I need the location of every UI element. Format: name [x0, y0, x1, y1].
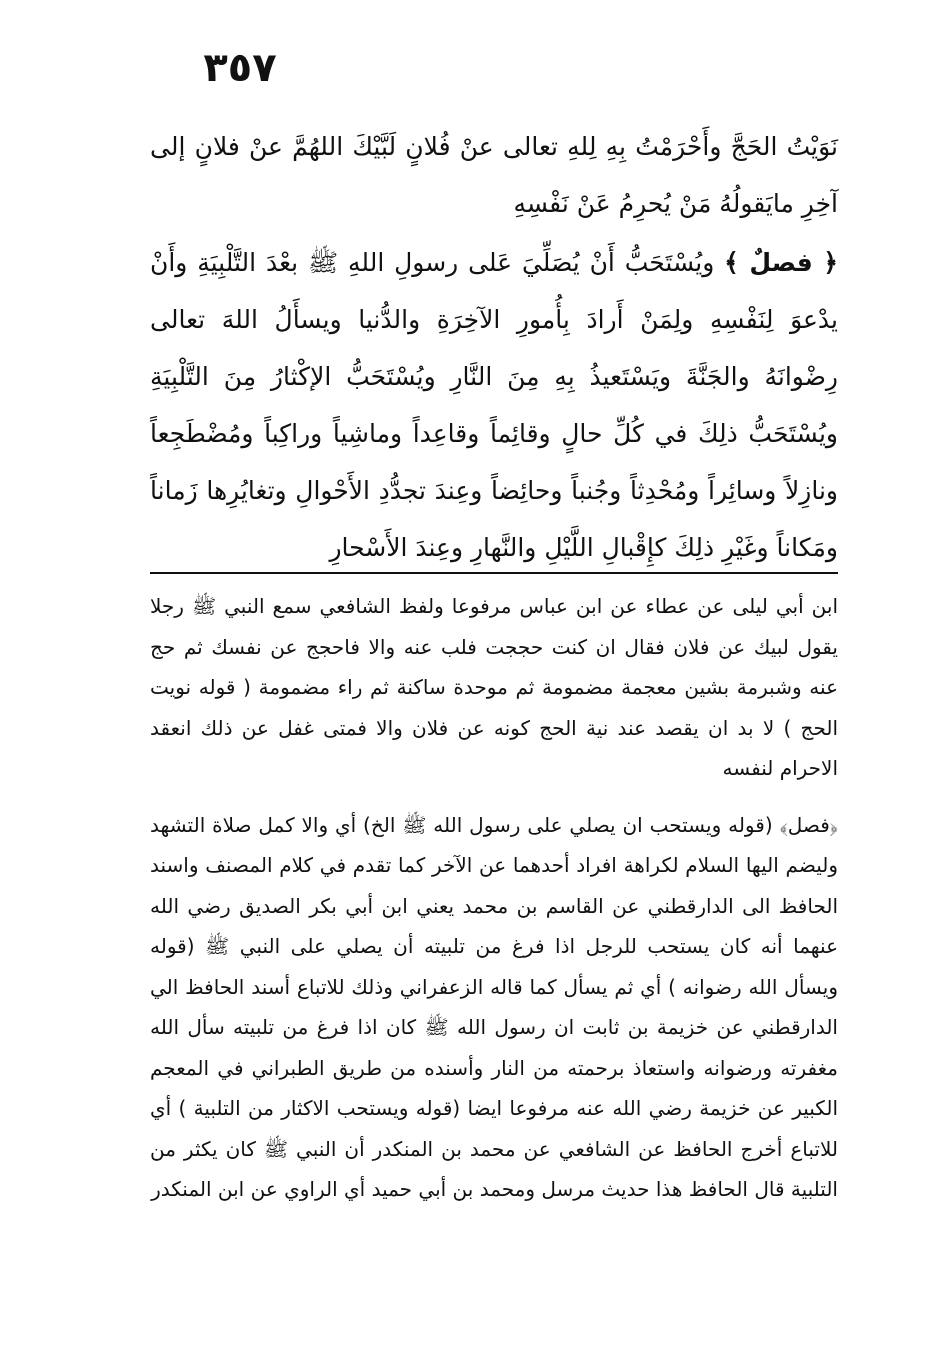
commentary-paragraph: ابن أبي ليلى عن عطاء عن ابن عباس مرفوعا ولفظ الشافعي سمع النبي ﷺ رجلا يقول لبيك عن فلان فقال ان كنت حججت فلب عنه والا فاحجج عن نفسك ثم حج عنه وشبرمة بشين معجمة مضمومة ثم موحدة ساكنة ثم راء مضمومة ( قوله نويت الحج ) لا بد ان يقصد عند نية الحج كونه عن فلان والا فمتى غفل عن ذلك انعقد الاحرام لنفسه: [150, 594, 838, 780]
commentary-fasl-paragraph: ﴿فصل﴾ (قوله ويستحب ان يصلي على رسول الله ﷺ الخ) أي والا كمل صلاة التشهد وليضم اليها السلام لكراهة افراد أحدهما عن الآخر كما تقدم في كلام المصنف واسند الحافظ الى الدارقطني عن القاسم بن محمد يعني ابن أبي بكر الصديق رضي الله عنهما أنه كان يستحب للرجل اذا فرغ من تلبيته أن يصلي على النبي ﷺ (قوله ويسأل الله رضوانه ) أي ثم يسأل كما قاله الزعفراني وذلك للاتباع أسند الحافظ الي الدارقطني عن خزيمة بن ثابت ان رسول الله ﷺ كان اذا فرغ من تلبيته سأل الله مغفرته ورضوانه واستعاذ برحمته من النار وأسنده من طريق الطبراني في المعجم الكبير عن خزيمة رضي الله عنه مرفوعا ايضا (قوله ويستحب الاكثار من التلبية ) أي للاتباع أخرج الحافظ عن الشافعي عن محمد بن المنكدر أن النبي ﷺ كان يكثر من التلبية قال الحافظ هذا حديث مرسل ومحمد بن أبي حميد أي الراوي عن ابن المنكدر: [150, 812, 838, 1201]
main-text: [150, 118, 838, 576]
commentary-text: [150, 586, 838, 1210]
fasl-text: ويُسْتَحَبُّ أَنْ يُصَلِّيَ عَلى رسولِ اللهِ ﷺ بعْدَ التَّلْبِيَةِ وأَنْ يدْعوَ لِنَفْسِهِ ولِمَنْ أَرادَ بِأُمورِ الآخِرَةِ والدُّنيا ويسأَلُ اللهَ تعالى رِضْوانَهُ والجَنَّةَ ويَسْتَعيذُ بِهِ مِنَ النَّارِ ويُسْتَحَبُّ الإكْثارُ مِنَ التَّلْبِيَةِ ويُسْتَحَبُّ ذلِكَ في كُلِّ حالٍ وقائِماً وقاعِداً وماشِياً وراكِباً ومُضْطَجِعاً ونازِلاً وسائِراً ومُحْدِثاً وجُنباً وحائِضاً وعِندَ تجدُّدِ الأَحْوالِ وتغايُرِها زَماناً ومَكاناً وغَيْرِ ذلِكَ كإِقْبالِ اللَّيْلِ والنَّهارِ وعِندَ الأَسْحارِ: [150, 248, 838, 562]
fasl-heading: ﴿ فصلٌ ﴾: [724, 248, 838, 277]
main-paragraph: نَوَيْتُ الحَجَّ وأَحْرَمْتُ بِهِ لِلهِ تعالى عنْ فُلانٍ لَبَّيْكَ اللهُمَّ عنْ فلانٍ إلى آخِرِ مايَقولُهُ مَنْ يُحرِمُ عَنْ نَفْسِهِ: [150, 132, 838, 218]
footnote-divider: [150, 572, 838, 574]
fasl-paragraph: [150, 234, 838, 576]
page-number: ٣٥٧: [203, 45, 277, 91]
